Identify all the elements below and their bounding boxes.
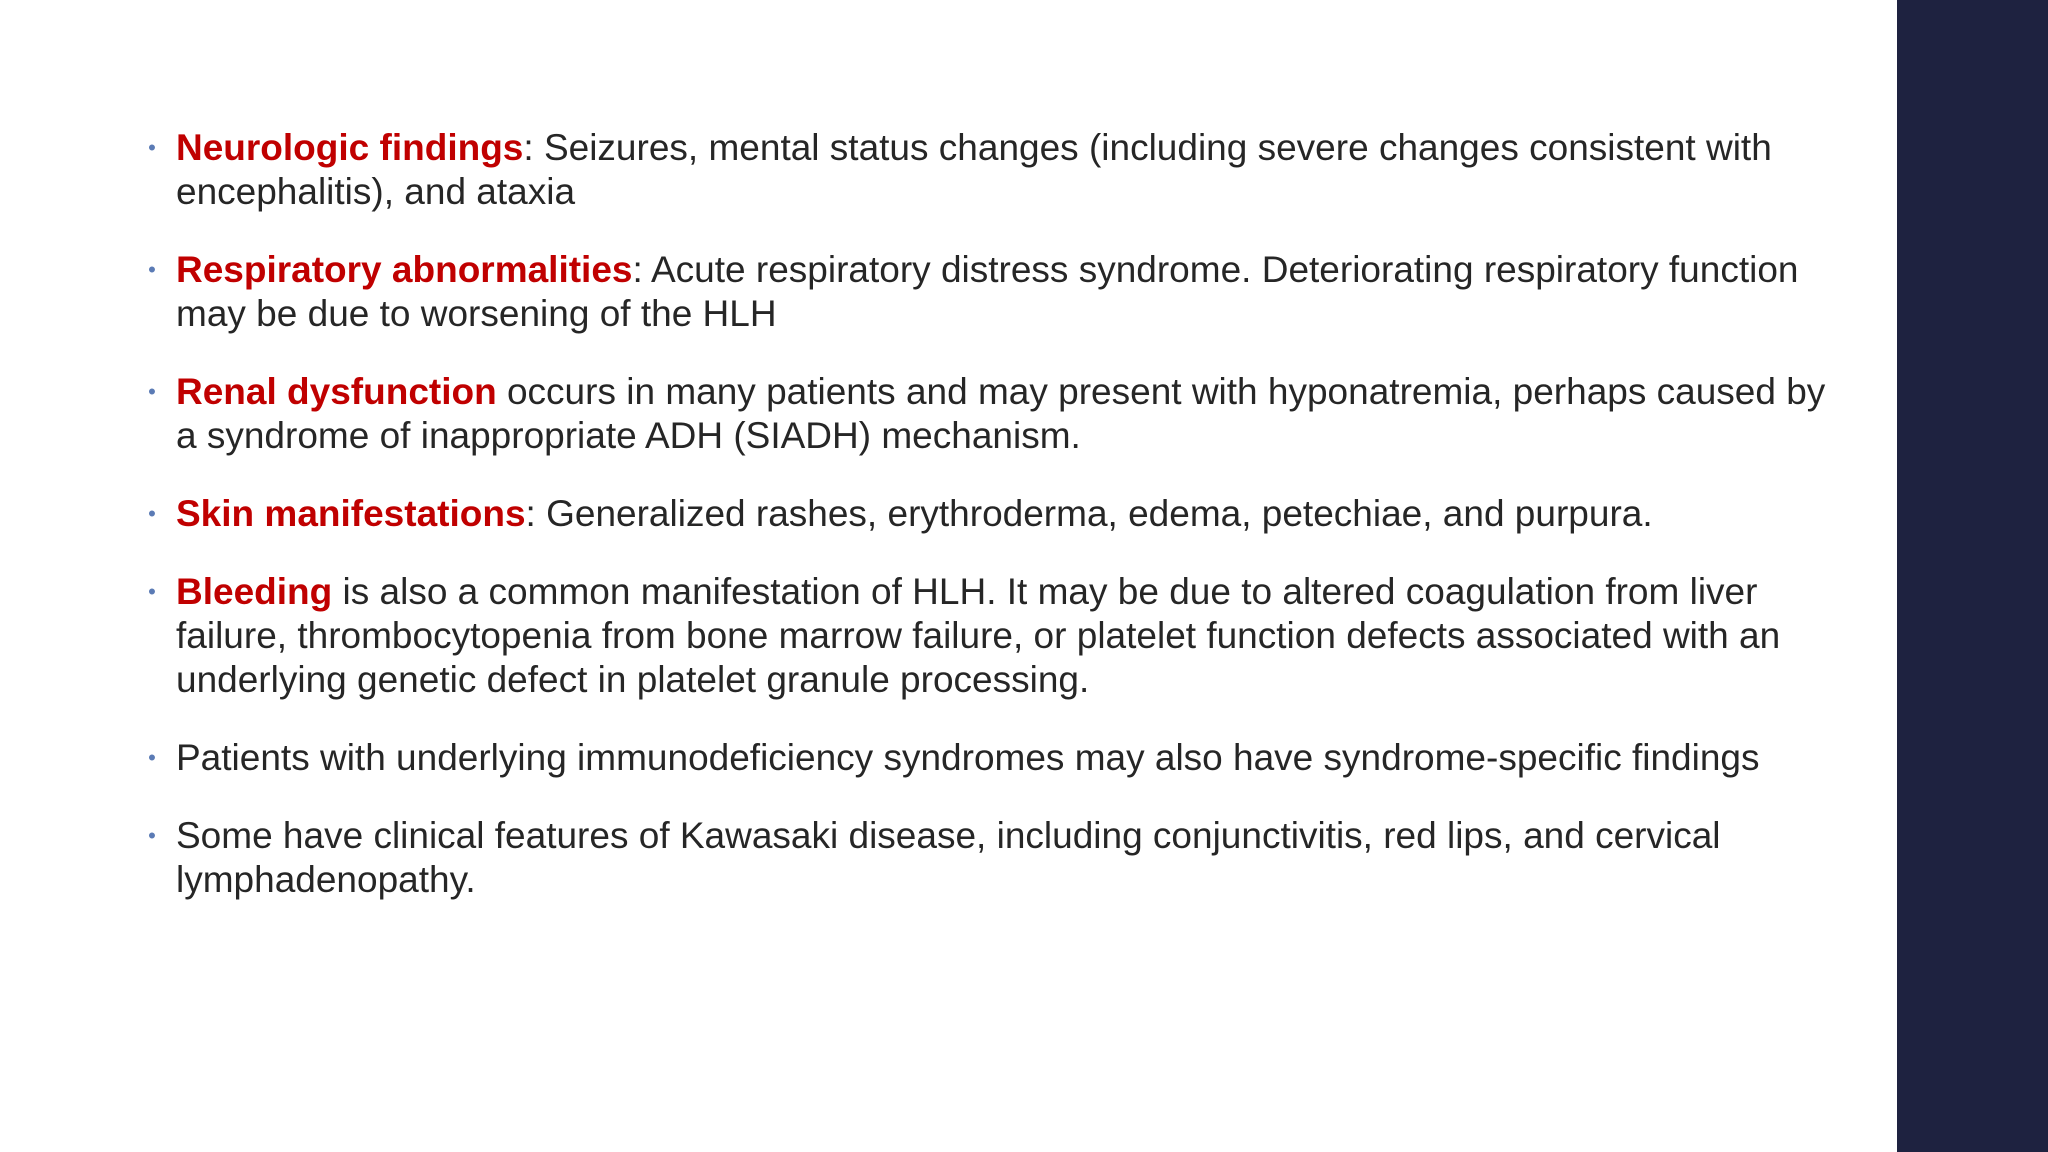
bullet-dot-icon: • (148, 135, 156, 160)
bullet-item (142, 570, 1852, 702)
bullet-item (142, 126, 1852, 214)
bullet-term: Neurologic findings (176, 127, 524, 168)
bullet-dot-icon: • (148, 501, 156, 526)
bullet-term: Skin manifestations (176, 493, 526, 534)
bullet-text: : Generalized rashes, erythroderma, edema, petechiae, and purpura. (525, 493, 1653, 534)
bullet-text: is also a common manifestation of HLH. It may be due to altered coagulation from liver failure, thrombocytopenia from bone marrow failure, or platelet function defects associated with an underlying genetic defect in platelet granule processing. (176, 571, 1781, 700)
bullet-dot-icon: • (148, 823, 156, 848)
bullet-term: Bleeding (176, 571, 333, 612)
bullet-text: : Acute respiratory distress syndrome. Deteriorating respiratory function may be due to worsening of the HLH (176, 249, 1799, 334)
bullet-term: Renal dysfunction (176, 371, 497, 412)
bullet-text: Patients with underlying immunodeficiency syndromes may also have syndrome-specific findings (176, 737, 1760, 778)
bullet-term: Respiratory abnormalities (176, 249, 633, 290)
bullet-text: : Seizures, mental status changes (including severe changes consistent with encephalitis), and ataxia (176, 127, 1772, 212)
sidebar-accent-band (1897, 0, 2048, 1152)
bullet-dot-icon: • (148, 579, 156, 604)
bullet-item (142, 492, 1852, 536)
bullet-dot-icon: • (148, 257, 156, 282)
bullet-item (142, 814, 1852, 902)
bullet-text: occurs in many patients and may present with hyponatremia, perhaps caused by a syndrome of inappropriate ADH (SIADH) mechanism. (176, 371, 1826, 456)
bullet-item (142, 736, 1852, 780)
bullet-dot-icon: • (148, 379, 156, 404)
bullet-dot-icon: • (148, 745, 156, 770)
bullet-item (142, 370, 1852, 458)
bullet-text: Some have clinical features of Kawasaki disease, including conjunctivitis, red lips, and cervical lymphadenopathy. (176, 815, 1721, 900)
bullet-list (142, 126, 1852, 936)
bullet-item (142, 248, 1852, 336)
